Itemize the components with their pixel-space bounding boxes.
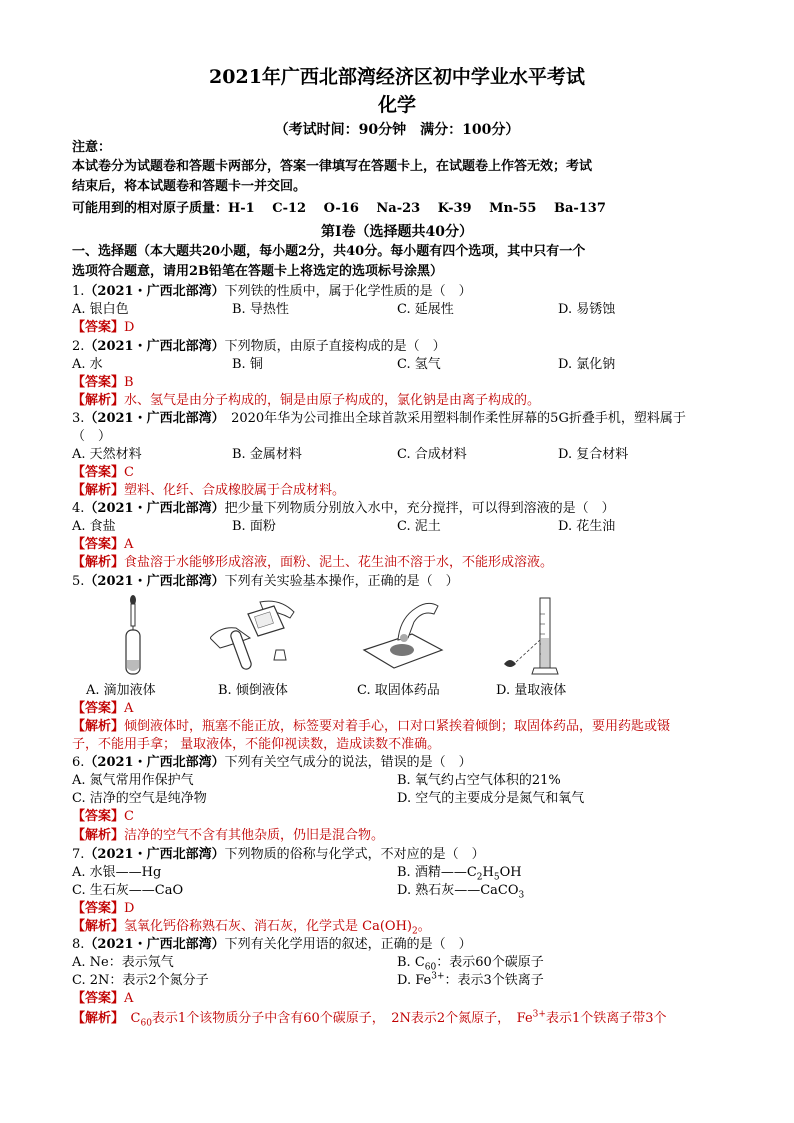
q4-option-c: C. 泥土 (397, 519, 441, 534)
q8-option-c: C. 2N：表示2个氮分子 (72, 973, 209, 988)
q7-analysis: 【解析】氢氧化钙俗称熟石灰、消石灰，化学式是 $Ca(OH)_2$。 (72, 919, 431, 937)
q6-option-d: D. 空气的主要成分是氮气和氧气 (397, 791, 585, 806)
q8-option-d: D. $Fe^{3+}$：表示3个铁离子 (397, 971, 544, 988)
q1-option-b: B. 导热性 (232, 302, 289, 317)
q3-option-a: A. 天然材料 (72, 447, 142, 462)
question-source: （2021・广西北部湾） (84, 284, 225, 299)
q3-option-d: D. 复合材料 (558, 447, 629, 462)
q3-analysis: 【解析】塑料、化纤、合成橡胶属于合成材料。 (72, 483, 346, 498)
q8-option-b: B. $C_{60}$：表示60个碳原子 (397, 955, 544, 973)
section-intro-1: 一、选择题（本大题共20小题，每小题2分，共40分。每小题有四个选项，其中只有一个 (72, 244, 586, 259)
pouring-liquid-figure (210, 598, 302, 674)
question-5: 5.（2021・广西北部湾）下列有关实验基本操作，正确的是（ ） (72, 574, 459, 589)
question-7: 7.（2021・广西北部湾）下列物质的俗称与化学式，不对应的是（ ） (72, 847, 485, 862)
q3-option-b: B. 金属材料 (232, 447, 302, 462)
part1-title: 第Ⅰ卷（选择题共40分） (320, 224, 474, 240)
q1-option-c: C. 延展性 (397, 302, 454, 317)
atomic-mass-line: 可能用到的相对原子质量：H-1 C-12 O-16 Na-23 K-39 Mn-55 Ba-137 (72, 201, 606, 216)
q4-answer: 【答案】A (72, 537, 134, 552)
q5-option-c: C. 取固体药品 (357, 683, 440, 698)
exam-title: 2021年广西北部湾经济区初中学业水平考试 (209, 66, 585, 88)
solid-reagent-figure (358, 598, 448, 670)
q6-option-b: B. 氧气约占空气体积的21% (397, 773, 561, 788)
q5-option-d: D. 量取液体 (496, 683, 567, 698)
dropper-test-tube-figure (118, 594, 148, 680)
q7-option-d: D. 熟石灰——CaCO$_3$ (397, 883, 525, 901)
q2-option-b: B. 铜 (232, 357, 263, 372)
question-3-cont: （ ） (72, 429, 112, 444)
question-1 (72, 284, 472, 300)
q2-option-a: A. 水 (72, 357, 103, 372)
q5-analysis: 【解析】倾倒液体时，瓶塞不能正放，标签要对着手心，口对口紧挨着倾倒；取固体药品，要用药匙或镊 (72, 719, 671, 734)
q4-option-b: B. 面粉 (232, 519, 276, 534)
q7-answer: 【答案】D (72, 901, 135, 916)
q5-option-b: B. 倾倒液体 (218, 683, 288, 698)
q5-option-a: A. 滴加液体 (86, 683, 156, 698)
q3-answer: 【答案】C (72, 465, 134, 480)
q2-analysis: 【解析】水、氢气是由分子构成的，铜是由原子构成的，氯化钠是由离子构成的。 (72, 393, 541, 408)
q7-option-a: A. 水银——Hg (72, 865, 162, 880)
q4-analysis: 【解析】食盐溶于水能够形成溶液，面粉、泥土、花生油不溶于水，不能形成溶液。 (72, 555, 554, 570)
q4-option-d: D. 花生油 (558, 519, 616, 534)
question-3: 3.（2021・广西北部湾） 2020年华为公司推出全球首款采用塑料制作柔性屏幕的5G折叠手机，塑料属于 (72, 411, 686, 426)
q1-option-d: D. 易锈蚀 (558, 302, 616, 317)
notice-line2: 结束后，将本试题卷和答题卡一并交回。 (72, 179, 307, 194)
q8-analysis: 【解析】 $C_{60}$表示1个该物质分子中含有60个碳原子， 2N表示2个氮原子， $Fe^{3+}$表示1个铁离子带3个 (72, 1009, 667, 1029)
q6-analysis: 【解析】洁净的空气不含有其他杂质，仍旧是混合物。 (72, 828, 385, 843)
q6-option-a: A. 氮气常用作保护气 (72, 773, 194, 788)
section-intro-2: 选项符合题意，请用2B铅笔在答题卡上将选定的选项标号涂黑） (72, 264, 444, 279)
q8-option-a: A. Ne：表示氖气 (72, 955, 174, 970)
question-6: 6.（2021・广西北部湾）下列有关空气成分的说法，错误的是（ ） (72, 755, 472, 770)
question-2: 2.（2021・广西北部湾）下列物质，由原子直接构成的是（ ） (72, 339, 446, 354)
measuring-cylinder-figure (500, 594, 564, 680)
q6-answer: 【答案】C (72, 809, 134, 824)
subject-title: 化学 (377, 94, 416, 116)
question-8: 8.（2021・广西北部湾）下列有关化学用语的叙述，正确的是（ ） (72, 937, 472, 952)
question-number: 1. (72, 284, 85, 299)
q1-option-a: A. 银白色 (72, 302, 129, 317)
q2-option-c: C. 氢气 (397, 357, 441, 372)
q8-answer: 【答案】A (72, 991, 134, 1006)
q5-analysis-cont: 子，不能用手拿； 量取液体，不能仰视读数，造成读数不准确。 (72, 737, 441, 752)
q7-option-b: B. 酒精$——C_2H_5OH$ (397, 865, 522, 883)
question-stem: 下列铁的性质中，属于化学性质的是（ ） (224, 284, 472, 299)
q5-answer: 【答案】A (72, 701, 134, 716)
time-info: （考试时间：90分钟 满分：100分） (274, 122, 520, 138)
q6-option-c: C. 洁净的空气是纯净物 (72, 791, 207, 806)
q2-option-d: D. 氯化钠 (558, 357, 616, 372)
question-4: 4.（2021・广西北部湾）把少量下列物质分别放入水中，充分搅拌，可以得到溶液的是（ ） (72, 501, 615, 516)
q1-answer: 【答案】D (72, 320, 135, 335)
q7-option-c: C. 生石灰——CaO (72, 883, 184, 898)
notice-label: 注意： (72, 140, 112, 155)
q2-answer: 【答案】B (72, 375, 134, 390)
notice-line1: 本试卷分为试题卷和答题卡两部分，答案一律填写在答题卡上，在试题卷上作答无效；考试 (72, 159, 593, 174)
q4-option-a: A. 食盐 (72, 519, 116, 534)
q3-option-c: C. 合成材料 (397, 447, 467, 462)
